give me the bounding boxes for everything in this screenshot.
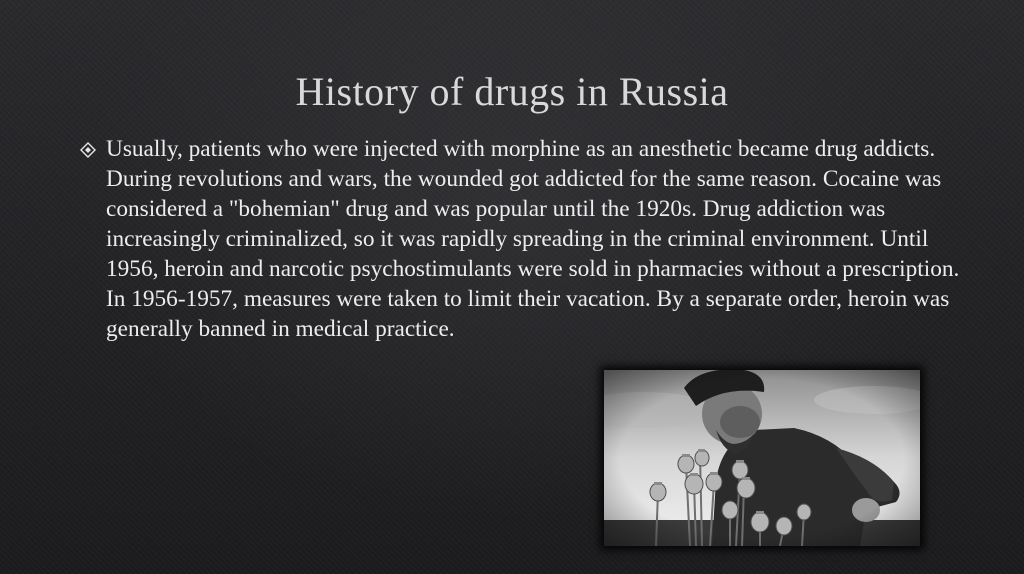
poppy-harvest-photo	[604, 370, 920, 546]
diamond-bullet-icon	[78, 140, 98, 160]
slide-title: History of drugs in Russia	[295, 69, 729, 114]
bullet-text: Usually, patients who were injected with morphine as an anesthetic became drug addicts. During revolutions and wars, the wounded got addicted for the same reason. Cocaine was considered a "bohemian" drug and was popular until the 1920s. Drug addiction was increasingly criminalized, so it was rapidly spreading in the criminal environment. Until 1956, heroin and narcotic psychostimulants were sold in pharmacies without a prescription. In 1956-1957, measures were taken to limit their vacation. By a separate order, heroin was generally banned in medical practice.	[106, 136, 960, 342]
